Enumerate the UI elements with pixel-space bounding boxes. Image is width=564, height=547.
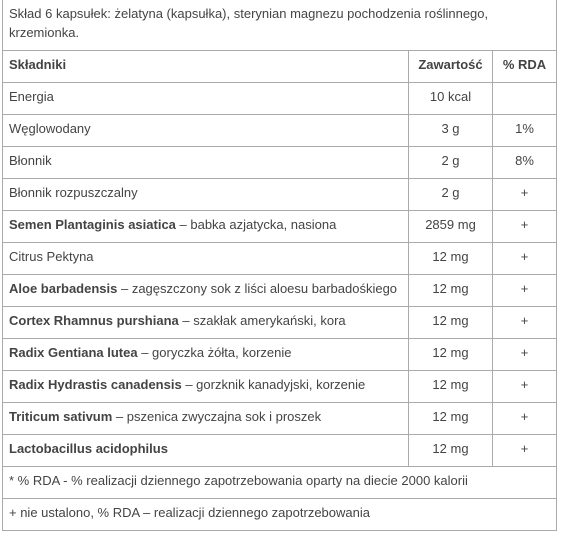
ingredient-description: – pszenica zwyczajna sok i proszek [112,409,322,424]
ingredient-latin-name: Aloe barbadensis [9,281,118,296]
rda-cell: + [493,275,557,307]
ingredient-cell [3,307,409,339]
amount-cell: 12 mg [409,275,493,307]
ingredient-description: – zagęszczony sok z liści aloesu barbadośkiego [117,281,398,296]
amount-cell: 2 g [409,147,493,179]
header-row [3,51,557,83]
rda-cell [493,83,557,115]
ingredient-description: Citrus Pektyna [9,249,94,264]
rda-cell: + [493,243,557,275]
table-row [3,211,557,243]
amount-cell: 2859 mg [409,211,493,243]
amount-cell: 10 kcal [409,83,493,115]
footnote-row [3,467,557,499]
ingredient-cell [3,83,409,115]
amount-cell: 12 mg [409,307,493,339]
ingredient-cell [3,371,409,403]
rda-cell: + [493,435,557,467]
ingredient-description: Węglowodany [9,121,91,136]
header-rda: % RDA [493,51,557,83]
rda-cell: + [493,211,557,243]
rda-cell: + [493,403,557,435]
table-row [3,339,557,371]
ingredient-cell [3,339,409,371]
ingredient-description: Błonnik rozpuszczalny [9,185,138,200]
amount-cell: 2 g [409,179,493,211]
ingredient-latin-name: Semen Plantaginis asiatica [9,217,176,232]
ingredient-cell [3,179,409,211]
amount-cell: 12 mg [409,371,493,403]
rda-cell: 1% [493,115,557,147]
table-row [3,147,557,179]
rda-cell: + [493,179,557,211]
amount-cell: 12 mg [409,403,493,435]
ingredient-description: Błonnik [9,153,52,168]
nutrition-table [2,0,557,531]
amount-cell: 12 mg [409,435,493,467]
ingredient-latin-name: Triticum sativum [9,409,113,424]
table-row [3,307,557,339]
ingredient-description: – goryczka żółta, korzenie [137,345,292,360]
intro-row [3,0,557,51]
ingredient-description: – szakłak amerykański, kora [178,313,346,328]
amount-cell: 12 mg [409,339,493,371]
ingredient-cell [3,115,409,147]
header-content: Zawartość [409,51,493,83]
ingredient-cell [3,147,409,179]
ingredient-cell [3,435,409,467]
rda-cell: 8% [493,147,557,179]
footnote-text: * % RDA - % realizacji dziennego zapotrzebowania oparty na diecie 2000 kalorii [3,467,557,499]
amount-cell: 3 g [409,115,493,147]
table-row [3,243,557,275]
ingredient-latin-name: Radix Hydrastis canadensis [9,377,182,392]
footnote-text: + nie ustalono, % RDA – realizacji dziennego zapotrzebowania [3,499,557,531]
table-row [3,403,557,435]
ingredient-description: Energia [9,89,54,104]
table-row [3,435,557,467]
composition-text: Skład 6 kapsułek: żelatyna (kapsułka), sterynian magnezu pochodzenia roślinnego, krzemionka. [3,0,557,51]
ingredient-cell [3,403,409,435]
table-row [3,371,557,403]
table-row [3,179,557,211]
ingredient-description: – gorzknik kanadyjski, korzenie [181,377,366,392]
rda-cell: + [493,371,557,403]
rda-cell: + [493,307,557,339]
ingredient-latin-name: Lactobacillus acidophilus [9,441,168,456]
header-ingredient: Składniki [3,51,409,83]
table-row [3,83,557,115]
ingredient-cell [3,211,409,243]
ingredient-description: – babka azjatycka, nasiona [175,217,337,232]
amount-cell: 12 mg [409,243,493,275]
table-row [3,275,557,307]
table-row [3,115,557,147]
ingredient-cell [3,243,409,275]
rda-cell: + [493,339,557,371]
ingredient-latin-name: Radix Gentiana lutea [9,345,138,360]
ingredient-cell [3,275,409,307]
footnote-row [3,499,557,531]
ingredient-latin-name: Cortex Rhamnus purshiana [9,313,179,328]
